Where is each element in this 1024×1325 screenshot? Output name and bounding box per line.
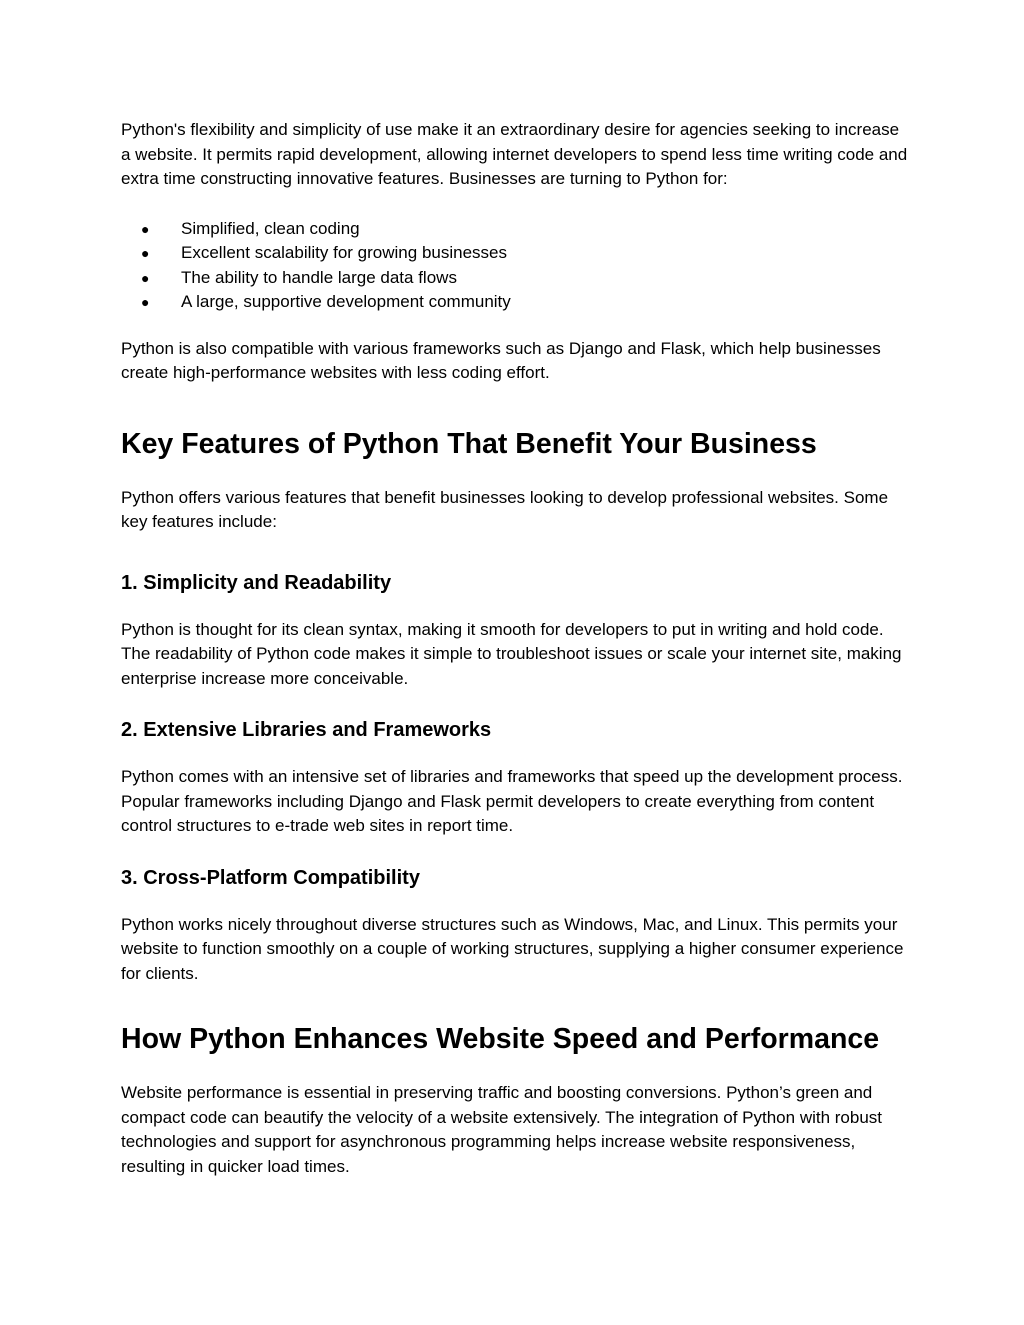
feature-body-cross-platform: Python works nicely throughout diverse structures such as Windows, Mac, and Linux. This permits your website to function smoothly on a couple of working structures, supplying a higher consumer experience for clients. [121,914,904,983]
section-heading-key-features: Key Features of Python That Benefit Your Business [121,427,817,460]
list-item [121,217,911,242]
intro-paragraph: Python's flexibility and simplicity of use make it an extraordinary desire for agencies seeking to increase a website. It permits rapid development, allowing internet developers to spend less time writing code and extra time constructing innovative features. Businesses are turning to Python for: [121,120,908,188]
frameworks-paragraph: Python is also compatible with various frameworks such as Django and Flask, which help businesses create high-performance websites with less coding effort. [121,338,881,382]
benefits-list [121,217,911,315]
section-heading-speed-performance: How Python Enhances Website Speed and Performance [121,1023,880,1055]
list-item-text: Excellent scalability for growing businesses [181,243,507,262]
feature-heading-cross-platform: 3. Cross-Platform Compatibility [121,866,420,889]
document-page [121,118,911,1179]
feature-heading-libraries: 2. Extensive Libraries and Frameworks [121,719,492,741]
bullet-icon: ● [141,269,150,286]
list-item [121,266,911,291]
list-item-text: The ability to handle large data flows [181,267,457,287]
list-item [121,290,911,315]
bullet-icon: ● [141,245,150,261]
feature-heading-simplicity: 1. Simplicity and Readability [121,571,392,594]
feature-body-libraries: Python comes with an intensive set of libraries and frameworks that speed up the development process. Popular frameworks including Django and Flask permit developers to create everything from content control structures to e-trade web sites in report time. [121,767,903,835]
list-item-text: Simplified, clean coding [181,218,360,238]
bullet-icon: ● [141,294,150,310]
list-item [121,241,911,266]
feature-body-simplicity: Python is thought for its clean syntax, making it smooth for developers to put in writing and hold code. The readability of Python code makes it simple to troubleshoot issues or scale your internet site, making enterprise increase more conceivable. [121,619,902,688]
list-item-text: A large, supportive development community [181,292,511,311]
bullet-icon: ● [141,220,150,237]
speed-performance-body: Website performance is essential in preserving traffic and boosting conversions. Python’s green and compact code can beautify the velocity of a website extensively. The integration of Python with robust technologies and support for asynchronous programming helps increase website responsiveness, resulting in quicker load times. [121,1083,883,1176]
key-features-intro: Python offers various features that benefit businesses looking to develop professional websites. Some key features include: [121,487,889,531]
